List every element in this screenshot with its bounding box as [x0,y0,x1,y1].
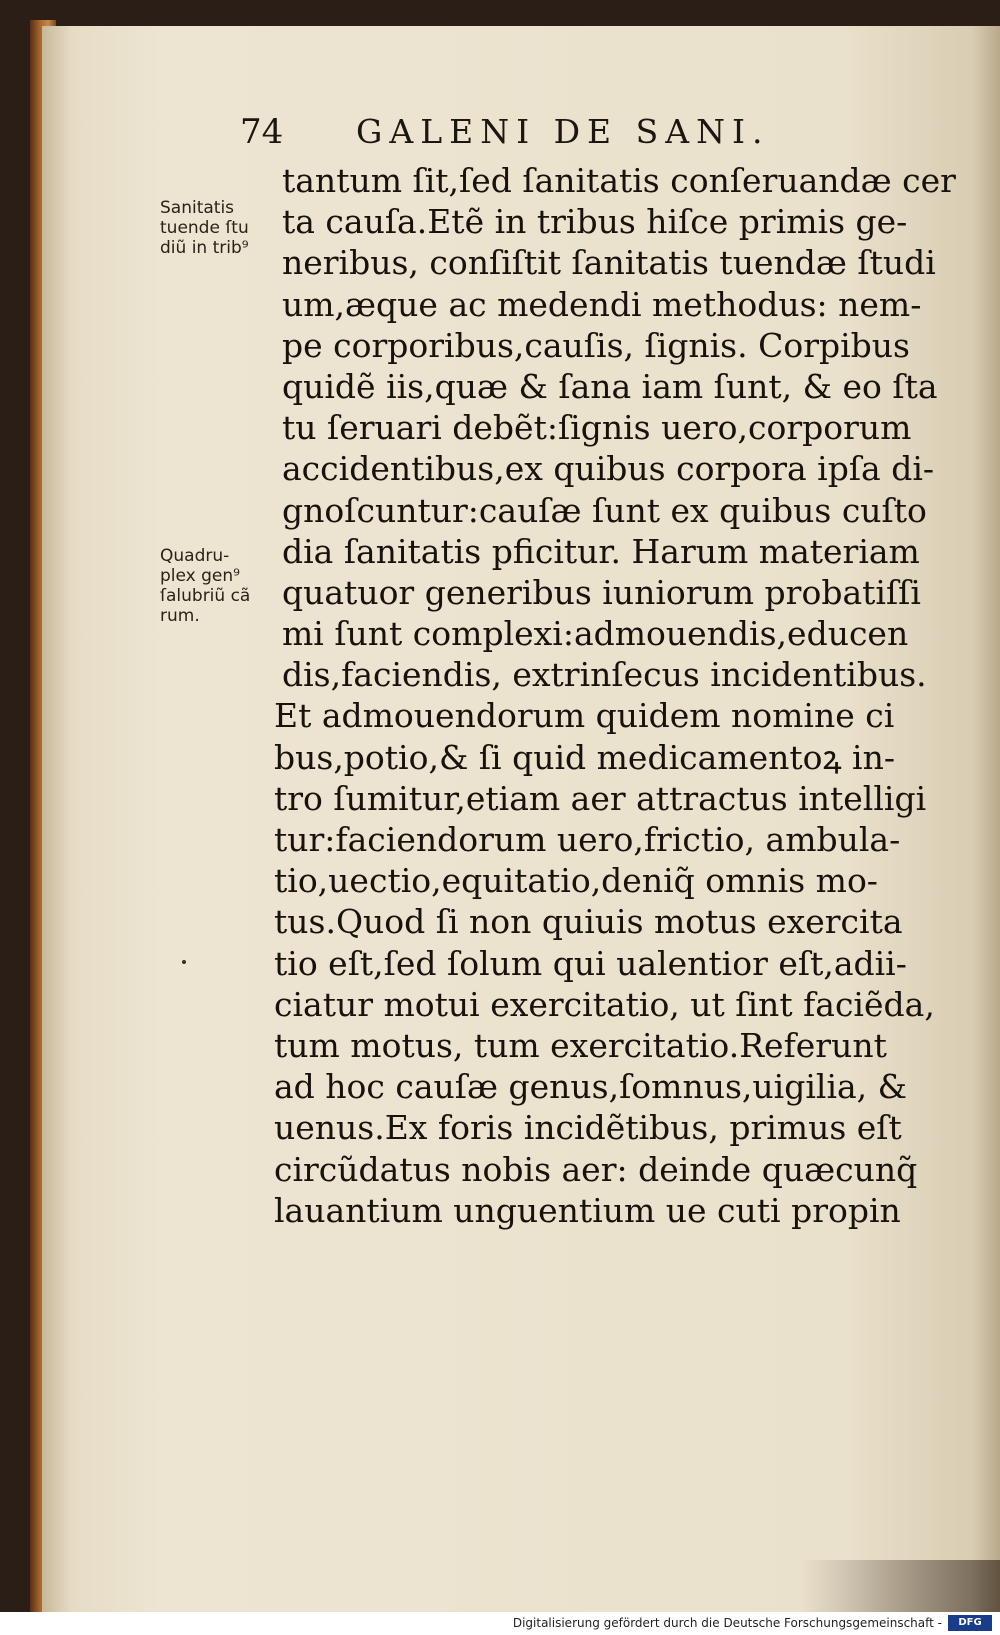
text-line: bus,potio,& ſi quid medicamentoꝝ in- [274,737,896,777]
text-line: pe corporibus,cauſis, ſignis. Corpibus [282,325,910,365]
margin-note-sanitatis [160,198,285,258]
text-line: ciatur motui exercitatio, ut ſint faciẽda, [274,984,935,1024]
margin-note-line: Quadru- [160,546,230,566]
text-line: quatuor generibus iuniorum probatiſſi [282,572,921,612]
dfg-logo: DFG [948,1615,992,1631]
text-line: tur:faciendorum uero,frictio, ambula- [274,820,901,859]
text-line: tantum ſit,ſed ſanitatis conſeruandæ cer [282,161,956,200]
page-number: 74 [240,112,284,152]
margin-note-line: tuende ſtu [160,218,249,238]
margin-note-line: rum. [160,606,200,626]
text-line: uenus.Ex foris incidẽtibus, primus eſt [274,1108,902,1148]
text-line: dis,faciendis, extrinſecus incidentibus. [282,655,927,695]
text-line: tu ſeruari debẽt:ſignis uero,corporum [282,408,912,448]
text-line: ad hoc cauſæ genus,ſomnus,uigilia, & [274,1067,908,1107]
ink-mark [182,960,186,964]
text-line: mi ſunt complexi:admouendis,educen [282,614,909,654]
text-line: accidentibus,ex quibus corpora ipſa di- [282,449,935,489]
text-line: circũdatus nobis aer: deinde quæcunq̃ [274,1149,918,1189]
page-edge-shadow [800,1560,1000,1612]
body-text [274,160,956,1231]
text-line: lauantium unguentium ue cuti propin [274,1190,901,1230]
text-line: tio eſt,ſed ſolum qui ualentior eſt,adii- [274,943,907,983]
footer-bar [0,1612,1000,1635]
margin-note-line: diũ in trib⁹ [160,238,249,258]
margin-note-quadruplex [160,546,285,626]
margin-note-line: plex gen⁹ [160,566,240,586]
margin-note-line: Sanitatis [160,198,235,218]
text-line: Et admouendorum quidem nomine ci [274,696,895,736]
funding-credit: Digitalisierung gefördert durch die Deutsche Forschungsgemeinschaft - [512,1616,942,1630]
text-line: um,æque ac medendi methodus: nem- [282,284,922,324]
text-line: tro ſumitur,etiam aer attractus intelligi [274,778,927,818]
text-line: neribus, conſiſtit ſanitatis tuendæ ſtudi [282,243,936,283]
margin-note-line: ſalubriũ cã [160,586,251,606]
text-line: ta cauſa.Etẽ in tribus hiſce primis ge- [282,202,908,242]
text-line: dia ſanitatis pficitur. Harum materiam [282,531,920,571]
text-line: tio,uectio,equitatio,deniq̃ omnis mo- [274,861,878,901]
text-line: tus.Quod ſi non quiuis motus exercita [274,902,903,942]
page-header [240,112,880,156]
text-line: gnoſcuntur:cauſæ ſunt ex quibus cuſto [282,490,927,530]
running-head: GALENI DE SANI. [356,112,770,151]
text-line: tum motus, tum exercitatio.Referunt [274,1025,887,1065]
text-line: quidẽ iis,quæ & ſana iam ſunt, & eo ſta [282,366,938,406]
